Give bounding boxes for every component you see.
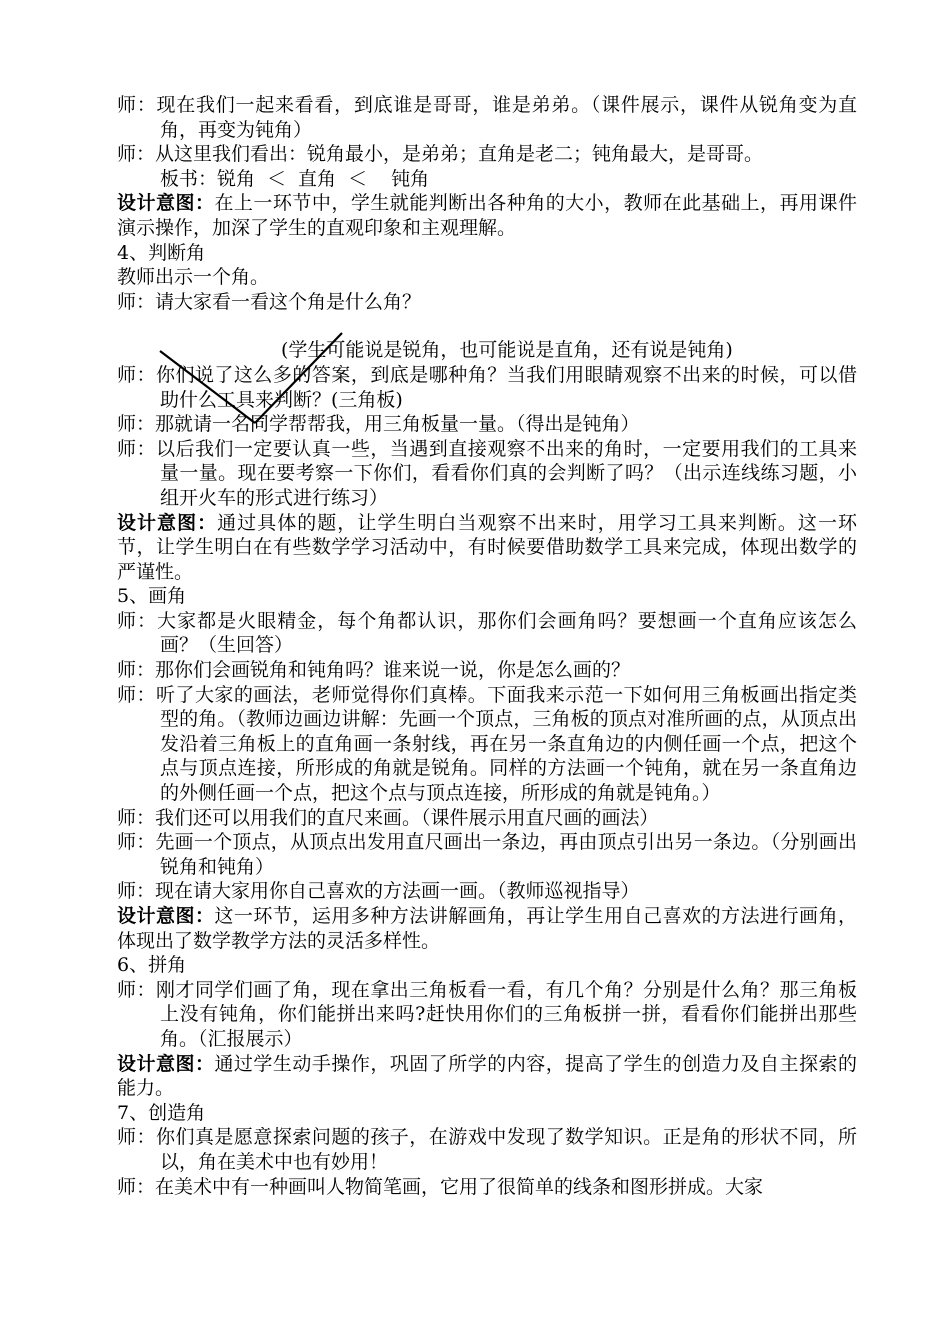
teacher-line: 师：先画一个顶点，从顶点出发用直尺画出一条边，再由顶点引出另一条边。（分别画出锐角和钝角） bbox=[117, 831, 857, 878]
teacher-line: 师：大家都是火眼精金，每个角都认识，那你们会画角吗？要想画一个直角应该怎么画？（生回答） bbox=[117, 609, 857, 657]
design-intent bbox=[117, 1052, 857, 1101]
teacher-line: 师：那你们会画锐角和钝角吗？谁来说一说，你是怎么画的？ bbox=[117, 659, 631, 682]
design-intent bbox=[117, 904, 857, 953]
teacher-line: 师：以后我们一定要认真一些，当遇到直接观察不出来的角时，一定要用我们的工具来量一量。现在要考察一下你们，看看你们真的会判断了吗？（出示连线练习题，小组开火车的形式进行练习） bbox=[117, 437, 857, 509]
section-heading: 5、画角 bbox=[117, 585, 187, 608]
teacher-line: 师：刚才同学们画了角，现在拿出三角板看一看，有几个角？分别是什么角？那三角板上没有钝角，你们能拼出来吗?赶快用你们的三角板拼一拼，看看你们能拼出那些角。（汇报展示） bbox=[117, 978, 857, 1050]
obtuse-angle-figure bbox=[158, 331, 348, 441]
design-intent-text: 在上一环节中，学生就能判断出各种角的大小，教师在此基础上，再用课件演示操作，加深了学生的直观印象和主观理解。 bbox=[117, 192, 857, 239]
design-intent bbox=[117, 511, 857, 585]
board-right-angle: 直角 bbox=[298, 167, 337, 190]
design-intent-label: 设计意图： bbox=[117, 192, 215, 215]
design-intent-label: 设计意图： bbox=[117, 1052, 215, 1075]
board-writing bbox=[117, 167, 857, 192]
teacher-line: 师：你们说了这么多的答案，到底是哪种角？当我们用眼睛观察不出来的时候，可以借助什么工具来判断？(三角板) bbox=[117, 363, 857, 411]
teacher-line: 师：现在请大家用你自己喜欢的方法画一画。（教师巡视指导） bbox=[117, 880, 640, 903]
text-line: 教师出示一个角。 bbox=[117, 266, 270, 289]
student-answer-note: (学生可能说是锐角，也可能说是直角，还有说是钝角) bbox=[281, 339, 733, 362]
design-intent-text: 通过具体的题，让学生明白当观察不出来时，用学习工具来判断。这一环节，让学生明白在有些数学学习活动中，有时候要借助数学工具来完成，体现出数学的严谨性。 bbox=[117, 511, 857, 583]
teacher-line: 师：那就请一名同学帮帮我，用三角板量一量。（得出是钝角） bbox=[117, 413, 640, 436]
teacher-line: 师：从这里我们看出：锐角最小，是弟弟；直角是老二；钝角最大，是哥哥。 bbox=[117, 143, 764, 166]
design-intent-text: 这一环节，运用多种方法讲解画角，再让学生用自己喜欢的方法进行画角，体现出了数学教学方法的灵活多样性。 bbox=[117, 905, 857, 952]
teacher-line: 师：我们还可以用我们的直尺来画。（课件展示用直尺画的画法） bbox=[117, 806, 659, 829]
document-body bbox=[117, 93, 857, 1199]
board-obtuse-angle: 钝角 bbox=[391, 167, 430, 190]
design-intent-text: 通过学生动手操作，巩固了所学的内容，提高了学生的创造力及自主探索的能力。 bbox=[117, 1052, 857, 1100]
angle-right-ray bbox=[255, 333, 342, 423]
teacher-line: 师：听了大家的画法，老师觉得你们真棒。下面我来示范一下如何用三角板画出指定类型的角。（教师边画边讲解：先画一个顶点，三角板的顶点对准所画的点，从顶点出发沿着三角板上的直角画一条射线，再在另一条直角边的内侧任画一个点，把这个点与顶点连接，所形成的角就是锐角。同样的方法画一个钝角，就在另一条直角边的外侧任画一个点，把这个点与顶点连接，所形成的角就是钝角。） bbox=[117, 683, 857, 805]
design-intent-label: 设计意图： bbox=[117, 511, 218, 534]
section-heading: 6、拼角 bbox=[117, 954, 187, 977]
less-than-sign: ＜ bbox=[348, 167, 368, 190]
section-heading: 7、创造角 bbox=[117, 1101, 206, 1124]
teacher-line: 师：现在我们一起来看看，到底谁是哥哥，谁是弟弟。（课件展示，课件从锐角变为直角，再变为钝角） bbox=[117, 94, 857, 141]
design-intent-label: 设计意图： bbox=[117, 905, 215, 927]
board-label: 板书：锐角 bbox=[160, 167, 256, 190]
angle-left-ray bbox=[160, 351, 255, 423]
teacher-line: 师：在美术中有一种画叫人物简笔画，它用了很简单的线条和图形拼成。大家 bbox=[117, 1175, 764, 1198]
section-heading: 4、判断角 bbox=[117, 241, 206, 264]
design-intent bbox=[117, 191, 857, 240]
teacher-line: 师：你们真是愿意探索问题的孩子，在游戏中发现了数学知识。正是角的形状不同，所以，角在美术中也有妙用！ bbox=[117, 1126, 857, 1173]
teacher-line: 师：请大家看一看这个角是什么角？ bbox=[117, 290, 422, 313]
less-than-sign: ＜ bbox=[267, 167, 287, 190]
